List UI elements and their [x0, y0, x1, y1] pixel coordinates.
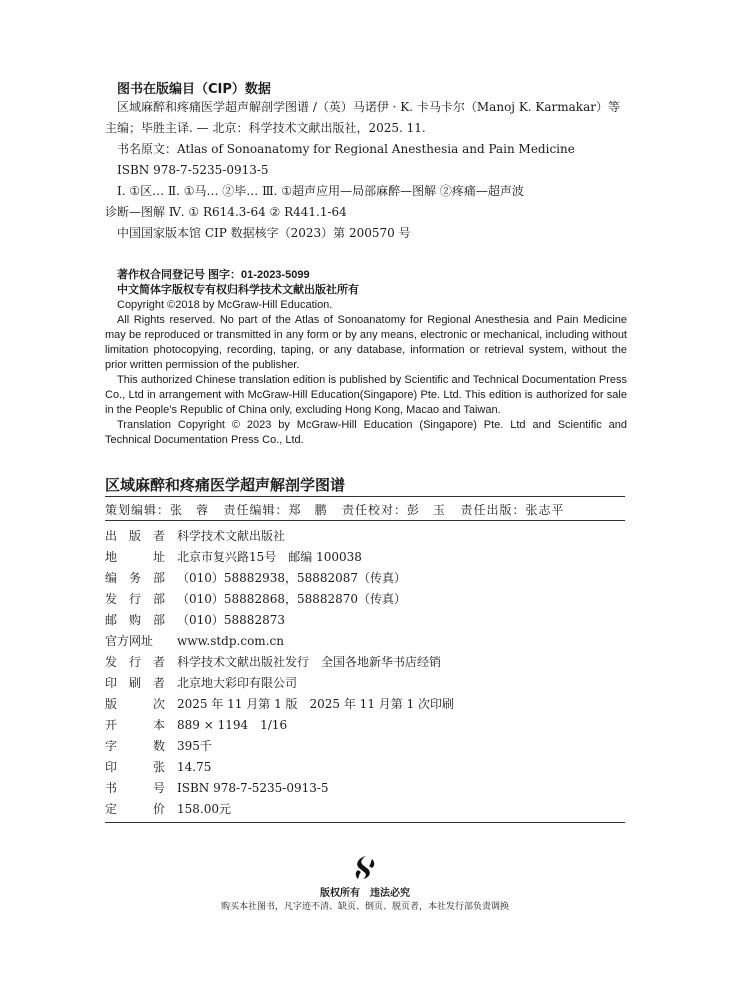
cip-line: 中国国家版本馆 CIP 数据核字（2023）第 200570 号 [117, 226, 411, 240]
info-label: 版 次 [105, 697, 166, 711]
info-row [105, 716, 287, 737]
info-label: 出 版 者 [105, 529, 166, 543]
publishing-manager-label: 责任出版： [460, 503, 526, 517]
translation-copyright: Translation Copyright © 2023 by McGraw-Hill Education (Singapore) Pte. Ltd and Scientific and Technical Documentation Press Co., Ltd. [105, 419, 627, 446]
info-value: 科学技术文献出版社 [177, 529, 286, 543]
cip-line: 书名原文：Atlas of Sonoanatomy for Regional Anesthesia and Pain Medicine [117, 142, 575, 156]
cip-line: 区域麻醉和疼痛医学超声解剖学图谱 /（英）马诺伊 · K. 卡马卡尔（Manoj K. Karmakar）等 [117, 100, 620, 114]
cip-line: ISBN 978-7-5235-0913-5 [117, 163, 269, 177]
info-label: 地 址 [105, 550, 166, 564]
info-value: （010）58882868，58882870（传真） [177, 592, 407, 606]
authorized-edition-statement: This authorized Chinese translation edition is published by Scientific and Technical Documentation Press Co., Ltd in arrangement with McGraw-Hill Education(Singapore) Pte. Ltd. This edition is authorized for sale in the People’s Republic of China only, excluding Hong Kong, Macao and Taiwan. [105, 374, 627, 416]
copyright-block [117, 268, 627, 313]
responsible-editor-label: 责任编辑： [223, 503, 289, 517]
info-label: 邮 购 部 [105, 613, 166, 627]
info-value: ISBN 978-7-5235-0913-5 [177, 781, 329, 795]
info-label: 开 本 [105, 718, 166, 732]
info-row [105, 590, 406, 611]
registration-number: 著作权合同登记号 图字：01-2023-5099 [117, 269, 310, 281]
exclusive-rights: 中文简体字版权专有权归科学技术文献出版社所有 [117, 284, 359, 296]
divider [105, 520, 625, 521]
info-value: 395千 [177, 739, 212, 753]
info-row [105, 569, 406, 590]
planning-editor: 张 蓉 [170, 503, 210, 517]
replacement-notice: 购买本社图书，凡字迹不清、缺页、倒页、脱页者，本社发行部负责调换 [220, 902, 509, 912]
info-row [105, 779, 329, 800]
info-label: 书 号 [105, 781, 166, 795]
info-value: 158.00元 [177, 802, 231, 816]
info-row [105, 611, 285, 632]
cip-line: 诊断—图解 Ⅳ. ① R614.3-64 ② R441.1-64 [105, 205, 347, 219]
info-value: 889 × 1194 1/16 [177, 718, 288, 732]
info-value: 北京地大彩印有限公司 [177, 676, 298, 690]
planning-editor-label: 策划编辑： [105, 503, 171, 517]
info-row [105, 527, 285, 548]
info-value: （010）58882938，58882087（传真） [177, 571, 407, 585]
info-label: 字 数 [105, 739, 166, 753]
info-label: 发 行 部 [105, 592, 166, 606]
rights-statement: 版权所有 违法必究 [320, 888, 410, 899]
info-label: 印 刷 者 [105, 676, 166, 690]
info-row [105, 548, 362, 569]
info-row [105, 695, 454, 716]
info-row [105, 632, 284, 653]
info-label: 印 张 [105, 760, 166, 774]
proofreader-label: 责任校对： [341, 503, 407, 517]
info-value: 科学技术文献出版社发行 全国各地新华书店经销 [177, 655, 442, 669]
info-label: 发 行 者 [105, 655, 166, 669]
info-value: 2025 年 11 月第 1 版 2025 年 11 月第 1 次印刷 [177, 697, 455, 711]
info-value: www.stdp.com.cn [177, 634, 284, 648]
info-label: 官方网址 [105, 634, 154, 648]
cip-line: 主编；毕胜主译. — 北京：科学技术文献出版社，2025. 11. [105, 121, 426, 135]
info-label: 编 务 部 [105, 571, 166, 585]
rights-reserved-statement: All Rights reserved. No part of the Atlas of Sonoanatomy for Regional Anesthesia and Pain Medicine may be reproduced or transmitted in any form or by any means, electronic or mechanical, including without limitation photocopying, recording, taping, or any database, information or retrieval system, without the prior written permission of the publisher. [105, 314, 627, 371]
info-row [105, 737, 212, 758]
staff-line [105, 501, 625, 518]
info-label: 定 价 [105, 802, 166, 816]
info-value: （010）58882873 [177, 613, 285, 627]
info-row [105, 674, 297, 695]
proofreader: 彭 玉 [406, 503, 446, 517]
divider [105, 822, 625, 823]
info-row [105, 800, 231, 821]
responsible-editor: 郑 鹏 [288, 503, 328, 517]
divider [105, 496, 625, 497]
book-title: 区域麻醉和疼痛医学超声解剖学图谱 [105, 476, 346, 494]
info-row [105, 758, 211, 779]
cip-line: Ⅰ. ①区… Ⅱ. ①马… ②毕… Ⅲ. ①超声应用—局部麻醉—图解 ②疼痛—超声波 [117, 184, 524, 198]
info-value: 14.75 [177, 760, 212, 774]
cip-title: 图书在版编目（CIP）数据 [117, 82, 271, 97]
publisher-logo-icon [352, 855, 378, 883]
info-value: 北京市复兴路15号 邮编 100038 [177, 550, 362, 564]
original-copyright: Copyright ©2018 by McGraw-Hill Education. [117, 299, 333, 311]
publishing-manager: 张志平 [525, 503, 565, 517]
info-row [105, 653, 441, 674]
